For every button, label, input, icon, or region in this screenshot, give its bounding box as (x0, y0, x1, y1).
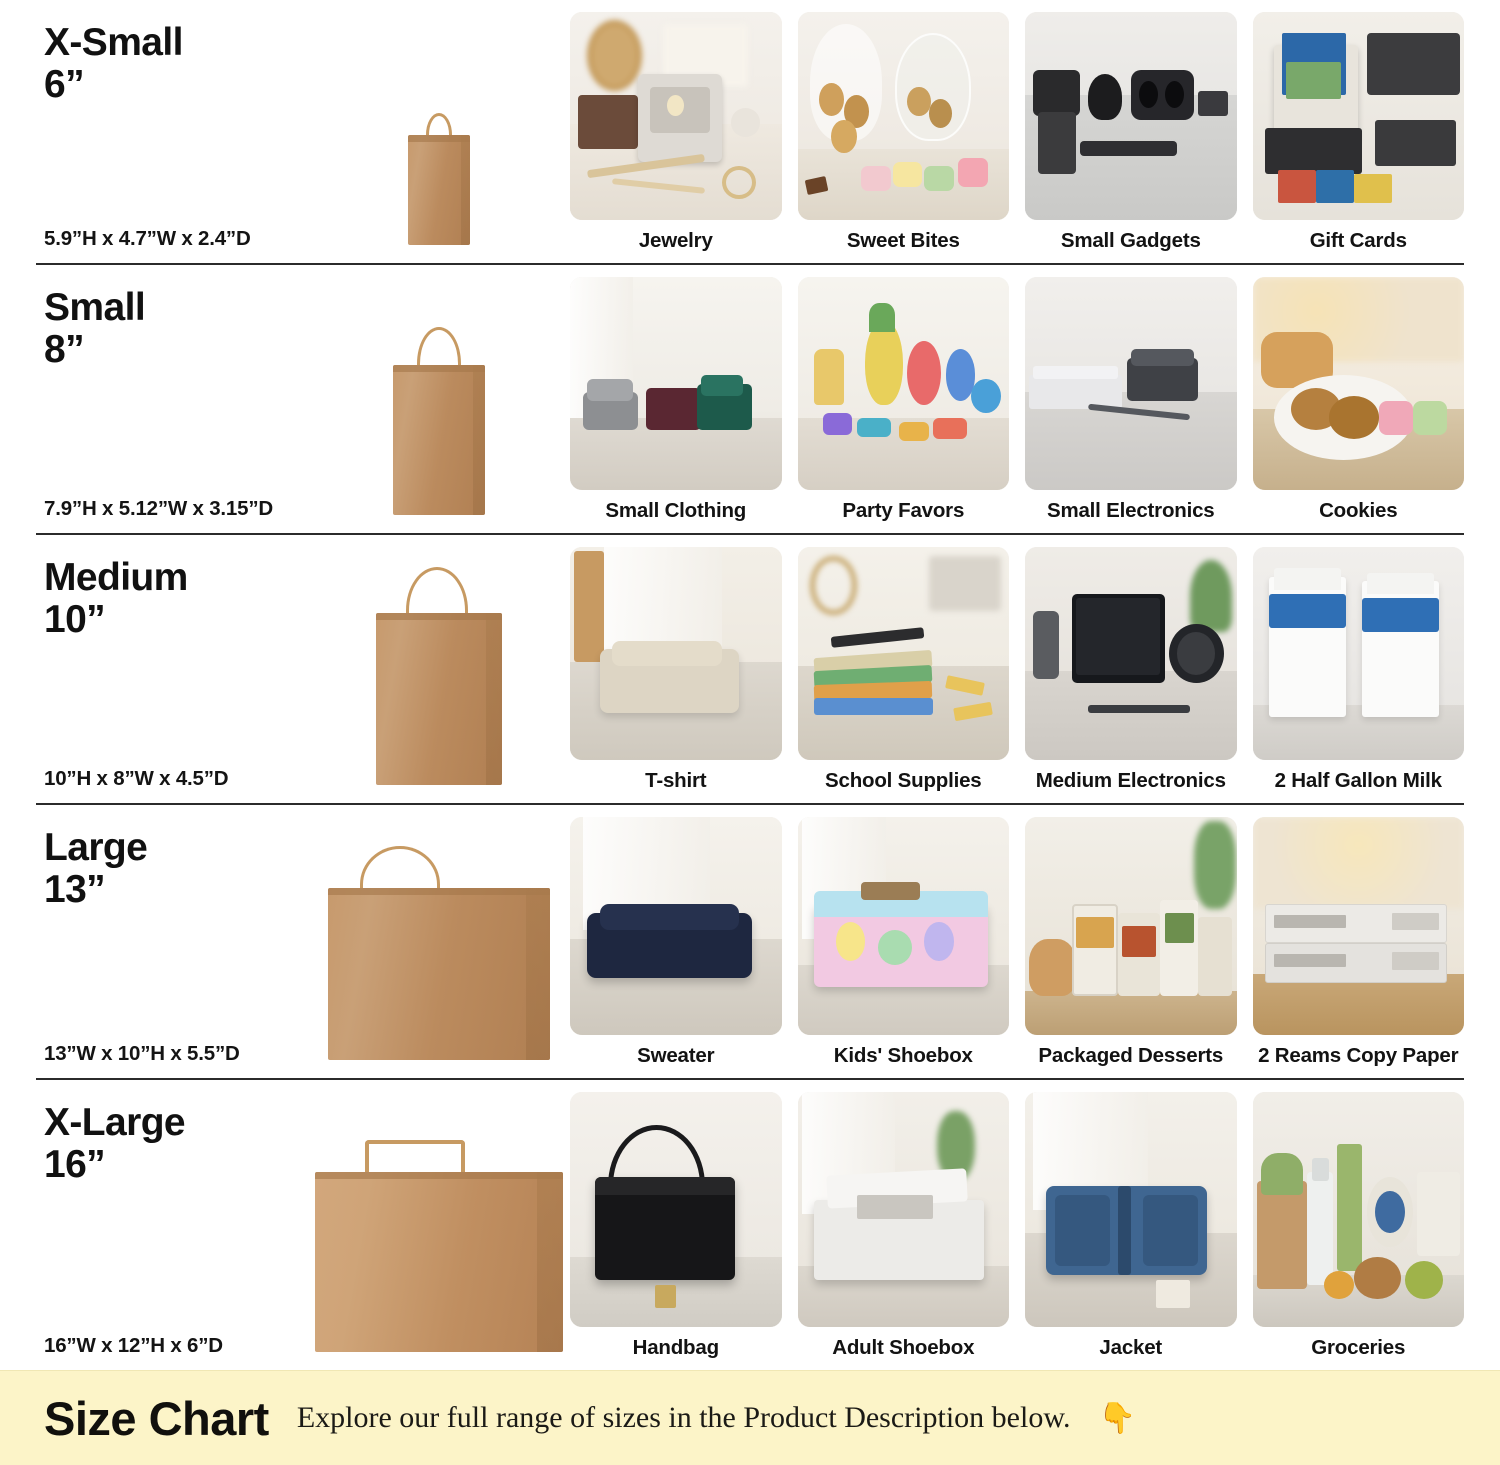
handbag-photo (570, 1092, 782, 1327)
size-label-xsmall (36, 0, 308, 263)
school-supplies-photo (798, 547, 1010, 760)
paper-bag-icon (393, 365, 485, 515)
use-case-card (570, 817, 782, 1068)
size-dimensions: 10”H x 8”W x 4.5”D (44, 767, 229, 790)
size-name (36, 287, 308, 371)
use-case-cards (570, 535, 1464, 803)
jacket-photo (1025, 1092, 1237, 1327)
size-name-text: Medium (44, 556, 188, 599)
card-caption: T-shirt (645, 769, 707, 792)
use-case-card (570, 547, 782, 793)
size-name-text: X-Small (44, 21, 183, 64)
size-label-xlarge (36, 1080, 308, 1370)
paper-bag-icon (328, 888, 550, 1060)
size-dimensions: 13”W x 10”H x 5.5”D (44, 1042, 240, 1065)
use-case-cards (570, 1080, 1464, 1370)
use-case-cards (570, 0, 1464, 263)
use-case-card (570, 277, 782, 523)
use-case-card (1025, 817, 1237, 1068)
size-row-large (36, 805, 1464, 1080)
size-row-xlarge (36, 1080, 1464, 1370)
copy-paper-photo (1253, 817, 1465, 1035)
sweater-photo (570, 817, 782, 1035)
use-case-card (1253, 12, 1465, 253)
use-case-card (1253, 1092, 1465, 1360)
size-inches-text: 16” (44, 1143, 106, 1187)
size-row-medium (36, 535, 1464, 805)
card-caption: Packaged Desserts (1038, 1044, 1224, 1067)
size-dimensions: 5.9”H x 4.7”W x 2.4”D (44, 227, 251, 250)
card-caption: 2 Half Gallon Milk (1274, 769, 1442, 792)
use-case-card (798, 1092, 1010, 1360)
card-caption: Groceries (1311, 1336, 1406, 1359)
groceries-photo (1253, 1092, 1465, 1327)
card-caption: Medium Electronics (1035, 769, 1226, 792)
medium-electronics-photo (1025, 547, 1237, 760)
jewelry-photo (570, 12, 782, 220)
size-dimensions: 16”W x 12”H x 6”D (44, 1334, 223, 1357)
paper-bag-icon (408, 135, 470, 245)
bag-illustration-small (308, 265, 570, 533)
card-caption: Adult Shoebox (832, 1336, 975, 1359)
size-name (36, 827, 308, 911)
card-caption: School Supplies (825, 769, 982, 792)
size-row-small (36, 265, 1464, 535)
use-case-card (1025, 12, 1237, 253)
card-caption: Small Clothing (605, 499, 747, 522)
size-label-medium (36, 535, 308, 803)
use-case-card (1025, 277, 1237, 523)
use-case-cards (570, 265, 1464, 533)
size-row-xsmall (36, 0, 1464, 265)
gift-cards-photo (1253, 12, 1465, 220)
party-favors-photo (798, 277, 1010, 490)
size-name-text: X-Large (44, 1101, 186, 1144)
size-inches-text: 10” (44, 598, 106, 642)
size-dimensions: 7.9”H x 5.12”W x 3.15”D (44, 497, 273, 520)
use-case-card (1025, 1092, 1237, 1360)
bag-illustration-xlarge (308, 1080, 570, 1370)
cookies-photo (1253, 277, 1465, 490)
card-caption: Small Electronics (1046, 499, 1215, 522)
milk-cartons-photo (1253, 547, 1465, 760)
card-caption: Jewelry (638, 229, 713, 252)
bag-illustration-large (308, 805, 570, 1078)
size-inches-text: 13” (44, 868, 106, 912)
card-caption: 2 Reams Copy Paper (1258, 1044, 1459, 1067)
use-case-card (798, 817, 1010, 1068)
card-caption: Kids' Shoebox (833, 1044, 973, 1067)
use-case-card (1253, 817, 1465, 1068)
use-case-card (1253, 547, 1465, 793)
card-caption: Cookies (1319, 499, 1398, 522)
size-inches-text: 6” (44, 63, 84, 107)
use-case-card (798, 12, 1010, 253)
size-name (36, 557, 308, 641)
card-caption: Party Favors (842, 499, 965, 522)
kids-shoebox-photo (798, 817, 1010, 1035)
packaged-desserts-photo (1025, 817, 1237, 1035)
size-name (36, 1102, 308, 1186)
size-label-large (36, 805, 308, 1078)
use-case-card (1253, 277, 1465, 523)
card-caption: Sweet Bites (846, 229, 960, 252)
use-case-card (1025, 547, 1237, 793)
sweet-bites-photo (798, 12, 1010, 220)
small-clothing-photo (570, 277, 782, 490)
paper-bag-icon (376, 613, 502, 785)
paper-bag-icon (315, 1172, 563, 1352)
use-case-card (798, 547, 1010, 793)
bag-illustration-xsmall (308, 0, 570, 263)
size-name-text: Small (44, 286, 146, 329)
size-name-text: Large (44, 826, 148, 869)
use-case-card (798, 277, 1010, 523)
card-caption: Handbag (632, 1336, 719, 1359)
size-chart-footer (0, 1370, 1500, 1465)
small-electronics-photo (1025, 277, 1237, 490)
bag-illustration-medium (308, 535, 570, 803)
tshirt-photo (570, 547, 782, 760)
small-gadgets-photo (1025, 12, 1237, 220)
size-name (36, 22, 308, 106)
footer-title: Size Chart (44, 1391, 269, 1445)
use-case-card (570, 1092, 782, 1360)
down-arrow-icon: 👇 (1098, 1401, 1136, 1435)
use-case-cards (570, 805, 1464, 1078)
use-case-card (570, 12, 782, 253)
card-caption: Jacket (1099, 1336, 1163, 1359)
size-inches-text: 8” (44, 328, 84, 372)
card-caption: Sweater (637, 1044, 715, 1067)
footer-description: Explore our full range of sizes in the Product Description below. (296, 1401, 1071, 1434)
adult-shoebox-photo (798, 1092, 1010, 1327)
card-caption: Small Gadgets (1060, 229, 1201, 252)
size-label-small (36, 265, 308, 533)
card-caption: Gift Cards (1309, 229, 1407, 252)
